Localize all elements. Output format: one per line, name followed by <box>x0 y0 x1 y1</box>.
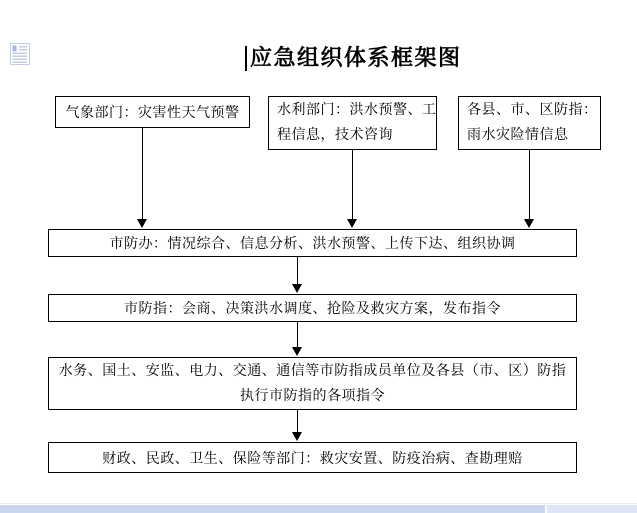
flow-box-relief-departments <box>48 442 577 473</box>
flow-box-text: 雨水灾险情信息 <box>467 127 569 143</box>
scrollbar-track[interactable] <box>547 505 637 513</box>
flow-box-text: 市防指：会商、决策洪水调度、抢险及救灾方案，发布指令 <box>124 301 501 317</box>
flow-box-city-flood-hq <box>48 294 577 322</box>
horizontal-scrollbar[interactable] <box>0 503 637 513</box>
flow-box-water-dept <box>268 96 437 150</box>
text-cursor <box>245 46 247 71</box>
arrow-head-icon <box>292 284 302 293</box>
arrow-head-icon <box>292 432 302 441</box>
document-lines-icon <box>10 43 30 65</box>
arrow-head-icon <box>347 219 357 228</box>
flow-box-meteorology <box>55 96 250 128</box>
page-title: 应急组织体系框架图 <box>250 46 462 71</box>
scrollbar-thumb[interactable] <box>0 505 545 513</box>
arrow-head-icon <box>524 219 534 228</box>
flow-box-text: 市防办：情况综合、信息分析、洪水预警、上传下达、组织协调 <box>109 236 516 252</box>
flow-box-text: 水务、国土、安监、电力、交通、通信等市防指成员单位及各县（市、区）防指 <box>58 362 567 379</box>
flow-box-text: 各县、市、区防指： <box>467 102 598 118</box>
flow-box-text: 执行市防指的各项指令 <box>240 387 385 404</box>
flow-box-counties <box>458 96 601 150</box>
scrollbar-divider <box>0 503 637 504</box>
flow-box-text: 气象部门：灾害性天气预警 <box>65 105 240 121</box>
flow-box-text: 程信息，技术咨询 <box>277 127 393 143</box>
flow-box-member-units <box>48 357 577 410</box>
flow-box-text: 财政、民政、卫生、保险等部门：救灾安置、防疫治病、查勘理赔 <box>102 450 523 467</box>
flow-box-city-flood-office <box>48 229 577 257</box>
arrow-head-icon <box>292 347 302 356</box>
flow-box-text: 水利部门：洪水预警、工 <box>277 102 437 118</box>
arrow-head-icon <box>137 219 147 228</box>
